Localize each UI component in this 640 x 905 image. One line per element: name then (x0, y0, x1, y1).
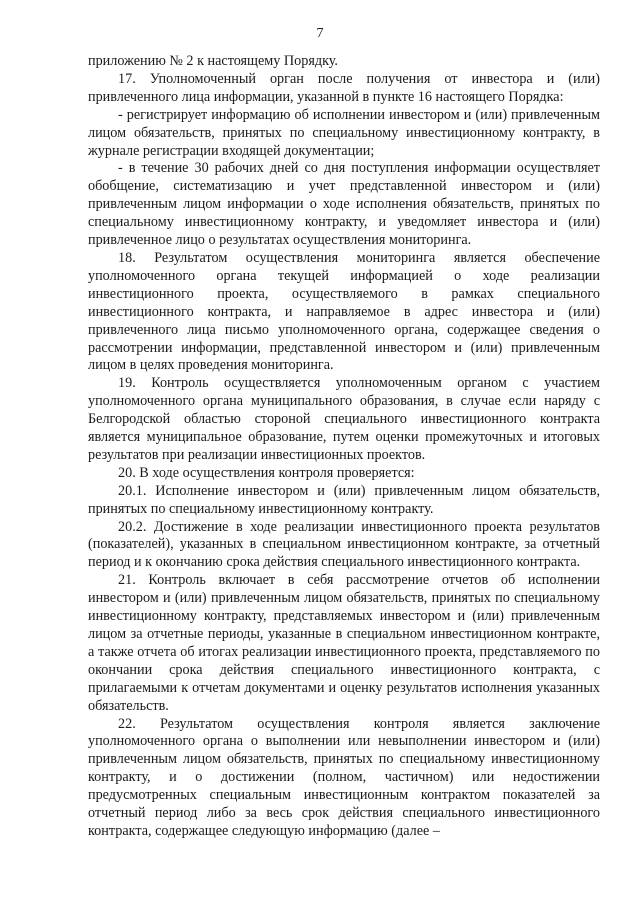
paragraph-20: 20. В ходе осуществления контроля проверяется: (118, 464, 415, 481)
paragraph-22: 22. Результатом осуществления контроля является заключение уполномоченного органа о выполнении или невыполнении инвестором и (или) привлеченным лицом обязательств, принятых по специальному инвестиционному контракту, и о достижении (полном, частичном) или недостижении предусмотренных специальным инвестиционным контрактом показателей за отчетный период либо за весь срок действия специального инвестиционного контракта, содержащее следующую информацию (далее – (88, 715, 600, 839)
paragraph-17: 17. Уполномоченный орган после получения от инвестора и (или) привлеченного лица информации, указанной в пункте 16 настоящего Порядка: (88, 70, 600, 105)
paragraph-18: 18. Результатом осуществления мониторинга является обеспечение уполномоченного органа текущей информацией о ходе реализации инвестиционного проекта, осуществляемого в рамках специального инвестиционного контракта, и направляемое в адрес инвестора и (или) привлеченного лица письмо уполномоченного органа, содержащее сведения о рассмотрении информации, представленной инвестором и (или) привлеченным лицом в целях проведения мониторинга. (88, 249, 600, 374)
paragraph-21: 21. Контроль включает в себя рассмотрение отчетов об исполнении инвестором и (или) привлеченным лицом обязательств, принятых по специальному инвестиционному контракту, представляемых инвестором и (или) привлеченным лицом за отчетные периоды, указанные в специальном инвестиционном контракте, а также отчета об итогах реализации инвестиционного проекта, представляемого по окончании срока действия специального инвестиционного контракта, с прилагаемыми к отчетам документами и оценку результатов исполнения указанных обязательств. (88, 572, 600, 714)
paragraph-17-item-2: - в течение 30 рабочих дней со дня поступления информации осуществляет обобщение, систематизацию и учет представленной инвестором и (или) привлеченным лицом информации о ходе исполнения обязательств, принятых по специальному инвестиционному контракту, и уведомляет инвестора и (или) привлеченное лицо о результатах осуществления мониторинга. (88, 160, 600, 249)
paragraph-17-item-1: - регистрирует информацию об исполнении инвестором и (или) привлеченным лицом обязательств, принятых по специальному инвестиционному контракту, в журнале регистрации входящей документации; (88, 106, 600, 159)
paragraph-20-1: 20.1. Исполнение инвестором и (или) привлеченным лицом обязательств, принятых по специальному инвестиционному контракту. (88, 482, 600, 517)
paragraph-19: 19. Контроль осуществляется уполномоченным органом с участием уполномоченного органа муниципального образования, в случае если наряду с Белгородской областью стороной специального инвестиционного контракта является муниципальное образование, путем оценки промежуточных и итоговых результатов при реализации инвестиционных проектов. (88, 375, 600, 463)
page-number: 7 (316, 26, 324, 41)
document-body (88, 53, 600, 841)
paragraph-continuation: приложению № 2 к настоящему Порядку. (88, 53, 338, 69)
paragraph-20-2: 20.2. Достижение в ходе реализации инвестиционного проекта результатов (показателей), указанных в специальном инвестиционном контракте, за отчетный период и к окончанию срока действия специального инвестиционного контракта. (88, 518, 600, 571)
